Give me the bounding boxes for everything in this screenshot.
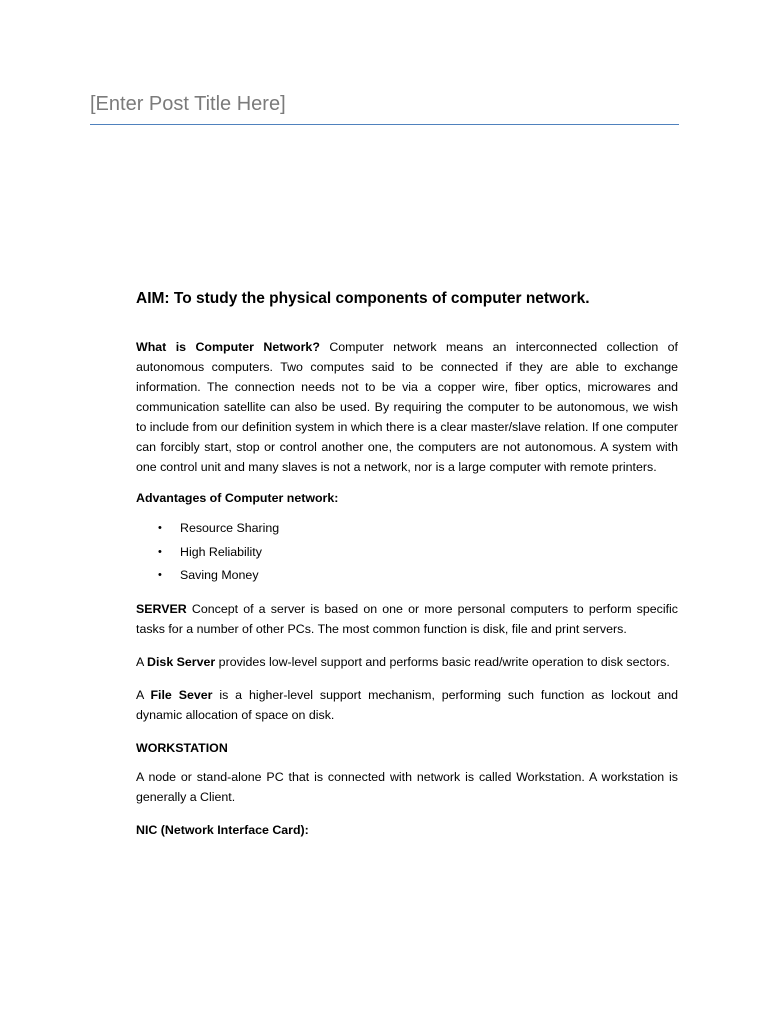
workstation-heading: WORKSTATION [136,740,228,755]
disk-server-lead: Disk Server [147,654,216,669]
bullet-icon: • [158,545,162,558]
list-item [136,541,678,565]
server-text: Concept of a server is based on one or more personal computers to perform specific tasks for a number of other PCs. The most common function is disk, file and print servers. [136,601,678,636]
file-server-text: is a higher-level support mechanism, performing such function as lockout and dynamic allocation of space on disk. [136,687,678,722]
list-item-label: Saving Money [180,568,259,582]
list-item-label: Resource Sharing [180,521,280,535]
post-title: [Enter Post Title Here] [90,93,286,115]
file-server-paragraph [136,685,678,725]
workstation-paragraph: A node or stand-alone PC that is connected with network is called Workstation. A workstation is generally a Client. [136,769,678,804]
file-server-lead: File Sever [150,687,213,702]
list-item-label: High Reliability [180,544,262,559]
title-underline [90,124,679,125]
disk-server-paragraph [136,652,678,672]
bullet-icon: • [158,522,162,534]
server-paragraph [136,599,678,639]
intro-text: Computer network means an interconnected collection of autonomous computers. Two computes said to be connected if they are able to exchange information. The connection needs not to be via a copper wire, fiber optics, microwares and communication satellite can also be used. By requiring the computer to be autonomous, we wish to include from our definition system in which there is a clear master/slave relation. If one computer can forcibly start, stop or control another one, the computers are not autonomous. A system with one control unit and many slaves is not a network, nor is a large computer with remote printers. [136,340,678,474]
advantages-heading: Advantages of Computer network: [136,491,339,505]
list-item [136,517,678,541]
list-item [136,564,678,588]
document-body [136,288,678,849]
disk-server-text: provides low-level support and performs basic read/write operation to disk sectors. [215,654,670,669]
intro-paragraph [136,337,678,477]
nic-heading: NIC (Network Interface Card): [136,822,309,837]
intro-lead: What is Computer Network? [136,340,320,354]
server-lead: SERVER [136,601,187,616]
advantages-list [136,517,678,588]
disk-server-prefix: A [136,654,148,669]
file-server-prefix: A [136,687,151,702]
bullet-icon: • [158,569,162,581]
aim-heading: AIM: To study the physical components of computer network. [136,290,590,307]
